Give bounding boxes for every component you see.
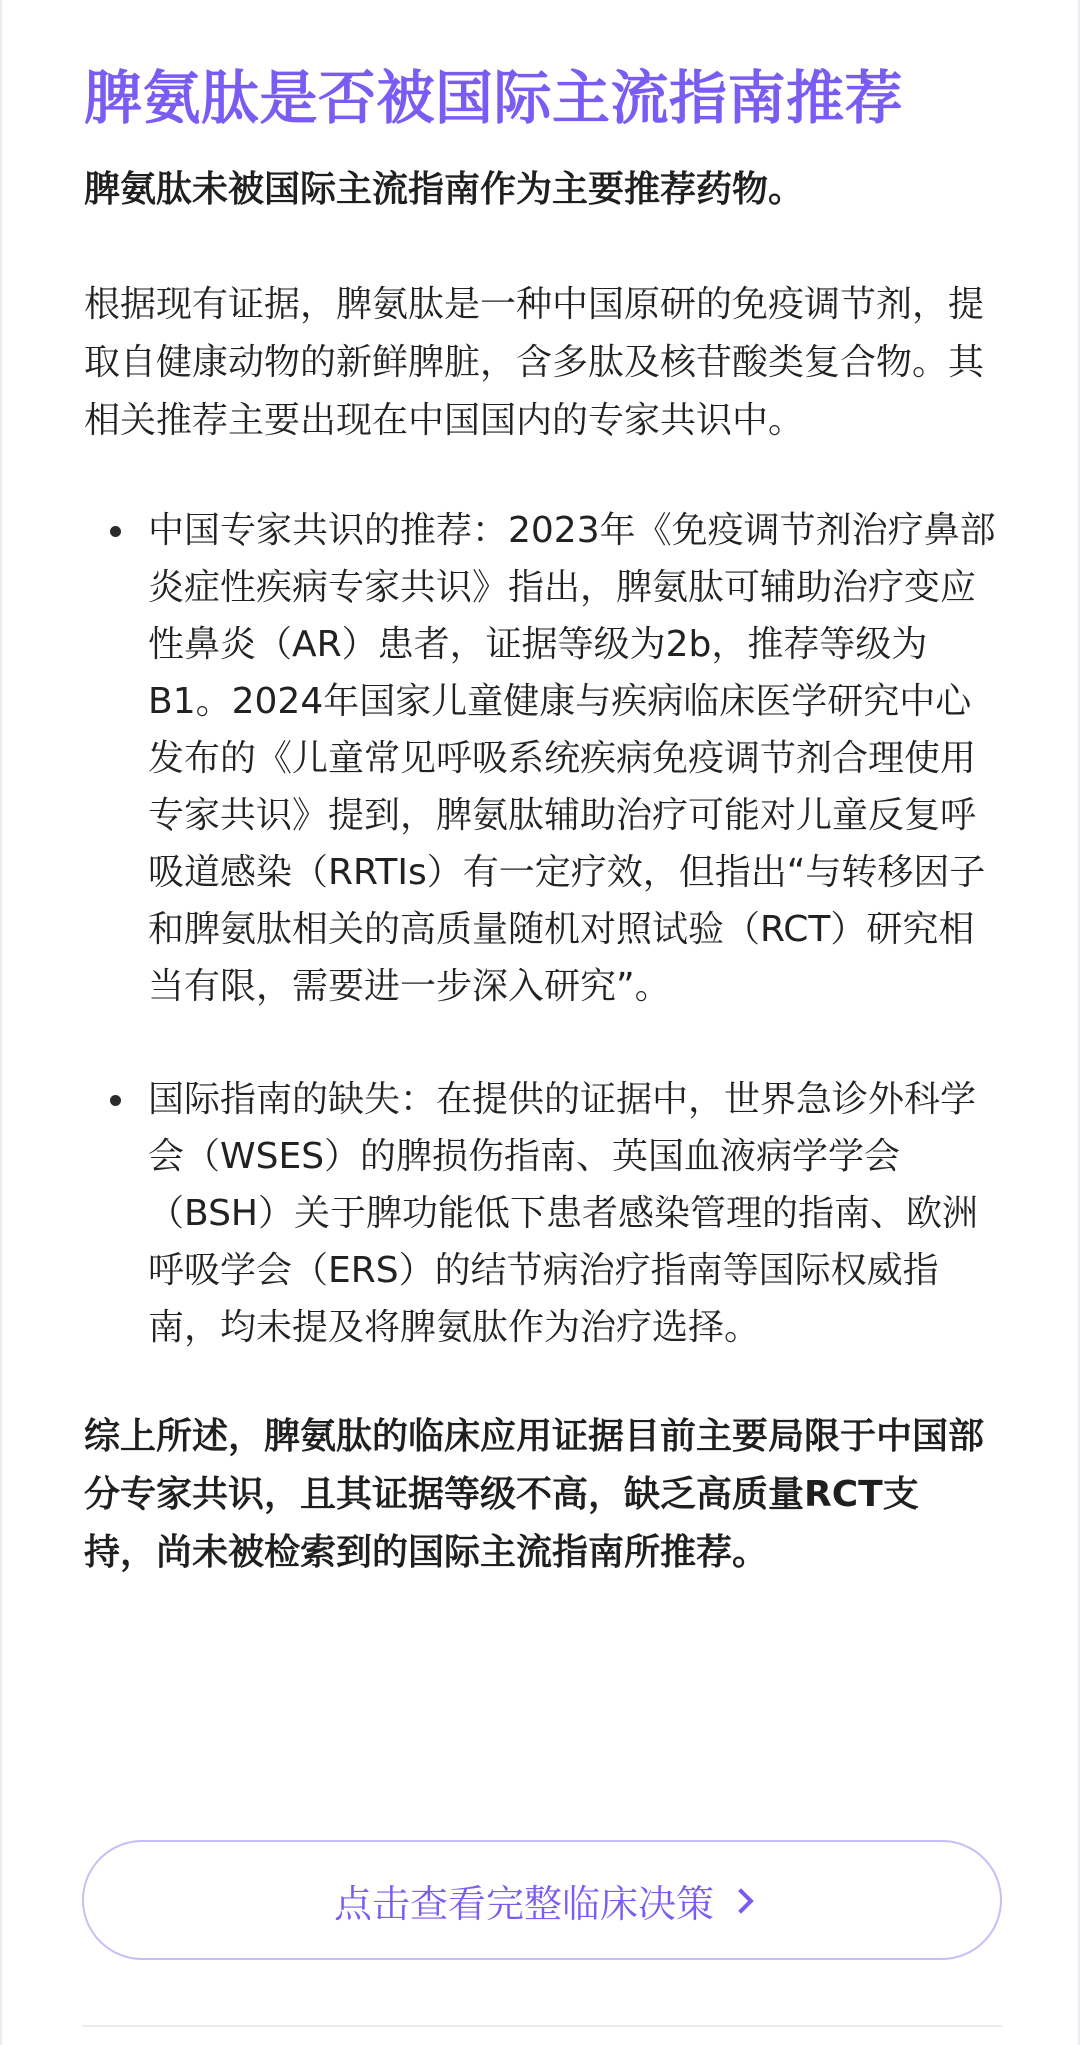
view-full-decision-button[interactable] (82, 1840, 1002, 1960)
summary-paragraph: 综上所述，脾氨肽的临床应用证据目前主要局限于中国部分专家共识，且其证据等级不高，缺乏高质量RCT支持，尚未被检索到的国际主流指南所推荐。 (84, 1416, 985, 1573)
list-item (84, 502, 1004, 1015)
divider (82, 2025, 1002, 2027)
cta-label: 点击查看完整临床决策 (333, 1881, 714, 1926)
intro-paragraph: 根据现有证据，脾氨肽是一种中国原研的免疫调节剂，提取自健康动物的新鲜脾脏，含多肽及核苷酸类复合物。其相关推荐主要出现在中国国内的专家共识中。 (84, 284, 985, 441)
bullet-list (84, 502, 1004, 1356)
bullet-dot-icon (110, 526, 121, 537)
answer-content (84, 58, 1004, 1582)
chevron-right-icon (728, 1888, 753, 1913)
lead-conclusion: 脾氨肽未被国际主流指南作为主要推荐药物。 (84, 169, 805, 210)
page-title: 脾氨肽是否被国际主流指南推荐 (84, 64, 904, 132)
list-item-text: 中国专家共识的推荐：2023年《免疫调节剂治疗鼻部炎症性疾病专家共识》指出，脾氨肽可辅助治疗变应性鼻炎（AR）患者，证据等级为2b，推荐等级为B1。2024年国家儿童健康与疾病临床医学研究中心发布的《儿童常见呼吸系统疾病免疫调节剂合理使用专家共识》提到，脾氨肽辅助治疗可能对儿童反复呼吸道感染（RRTIs）有一定疗效，但指出“与转移因子和脾氨肽相关的高质量随机对照试验（RCT）研究相当有限，需要进一步深入研究”。 (148, 510, 996, 1007)
list-item (84, 1071, 1004, 1356)
list-item-text: 国际指南的缺失：在提供的证据中，世界急诊外科学会（WSES）的脾损伤指南、英国血液病学学会（BSH）关于脾功能低下患者感染管理的指南、欧洲呼吸学会（ERS）的结节病治疗指南等国际权威指南，均未提及将脾氨肽作为治疗选择。 (148, 1079, 978, 1348)
bullet-dot-icon (110, 1095, 121, 1106)
